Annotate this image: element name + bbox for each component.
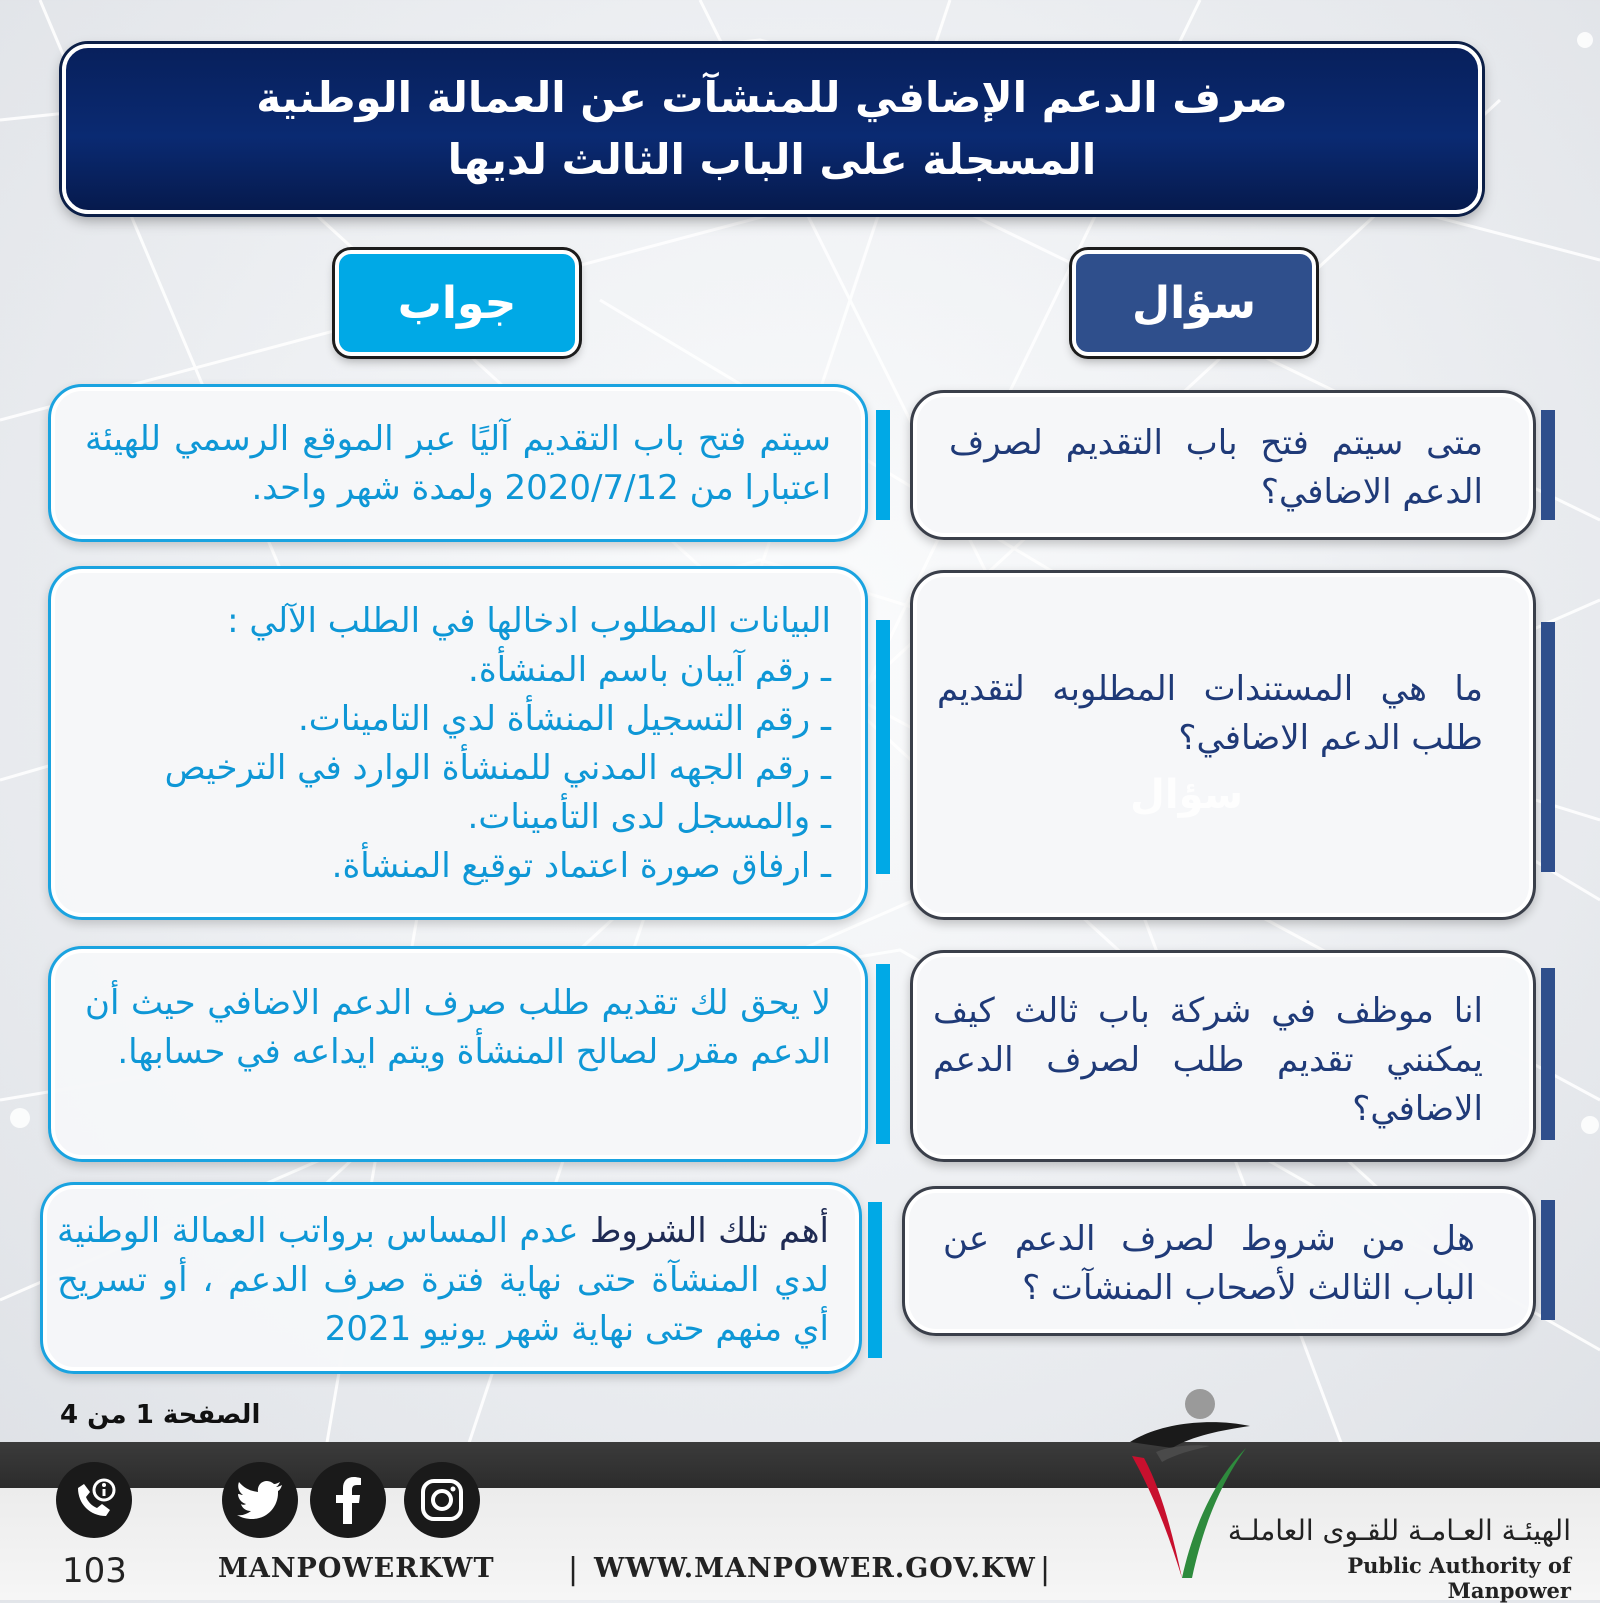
question-accent-bar-3: [1541, 968, 1555, 1140]
answer-4-body: عدم المساس برواتب العمالة الوطنية لدي المنشآة حتى نهاية فترة صرف الدعم ، أو تسريح أي منهم حتى نهاية شهر يونيو 2021: [57, 1211, 829, 1349]
organization-name-arabic: الهيئـة العـامـة للقـوى العاملـة: [1227, 1514, 1571, 1547]
answer-4-lead: أهم تلك الشروط: [589, 1211, 829, 1251]
answer-text-1: سيتم فتح باب التقديم آليًا عبر الموقع الرسمي للهيئة اعتبارا من 2020/7/12 ولمدة شهر واحد.: [85, 419, 831, 508]
manpower-logo-icon: [1122, 1382, 1272, 1582]
answer-2-intro: البيانات المطلوب ادخالها في الطلب الآلي :: [227, 601, 831, 641]
website-link[interactable]: WWW.MANPOWER.GOV.KW: [594, 1553, 1036, 1584]
social-handle[interactable]: MANPOWERKWT: [218, 1553, 495, 1584]
answer-2-item-1: ـ رقم آيبان باسم المنشأة.: [468, 650, 831, 690]
question-accent-bar-4: [1541, 1200, 1555, 1320]
instagram-icon[interactable]: [404, 1462, 480, 1538]
answer-text-3: لا يحق لك تقديم طلب صرف الدعم الاضافي حيث أن الدعم مقرر لصالح المنشأة ويتم ايداعه في حسابها.: [85, 983, 831, 1072]
footer-separator-right: |: [1040, 1552, 1051, 1587]
answer-2-item-5: ـ ارفاق صورة اعتماد توقيع المنشأة.: [331, 846, 831, 886]
question-card-1: [910, 390, 1536, 540]
answer-accent-bar-4: [868, 1202, 882, 1358]
facebook-icon[interactable]: [310, 1462, 386, 1538]
footer-separator-left: |: [568, 1552, 579, 1587]
question-card-3: [910, 950, 1536, 1162]
question-card-2: [910, 570, 1536, 920]
answer-2-item-3: ـ رقم الجهه المدني للمنشأة الوارد في الترخيص: [164, 748, 831, 788]
question-text-4: هل من شروط لصرف الدعم عن الباب الثالث لأصحاب المنشآت ؟: [943, 1219, 1475, 1308]
page-title-line-1: صرف الدعم الإضافي للمنشآت عن العمالة الوطنية: [256, 73, 1288, 122]
answer-card-1: [48, 384, 868, 542]
page-title-banner: [62, 44, 1482, 214]
answer-card-3: [48, 946, 868, 1162]
organization-name-english: Public Authority of Manpower: [1347, 1553, 1571, 1603]
answer-column-header: جواب: [335, 250, 579, 356]
answer-text-4: [57, 1207, 829, 1354]
question-text-1: متى سيتم فتح باب التقديم لصرف الدعم الاضافي؟: [949, 423, 1483, 512]
question-accent-bar-2: [1541, 622, 1555, 872]
answer-2-item-4: ـ والمسجل لدى التأمينات.: [467, 797, 831, 837]
twitter-icon[interactable]: [222, 1462, 298, 1538]
question-text-2: ما هي المستندات المطلوبه لتقديم طلب الدعم الاضافي؟: [937, 669, 1483, 758]
answer-card-2: [48, 566, 868, 920]
answer-accent-bar-2: [876, 620, 890, 874]
question-card-4: [902, 1186, 1536, 1336]
question-text-3: انا موظف في شركة باب ثالث كيف يمكنني تقديم طلب لصرف الدعم الاضافي؟: [933, 991, 1483, 1129]
question-column-header: سؤال: [1072, 250, 1316, 356]
answer-card-4: [40, 1182, 862, 1374]
answer-accent-bar-3: [876, 964, 890, 1144]
page-title-line-2: المسجلة على الباب الثالث لديها: [447, 135, 1097, 184]
question-accent-bar-1: [1541, 410, 1555, 520]
hotline-number: 103: [62, 1551, 127, 1591]
info-phone-icon[interactable]: [56, 1462, 132, 1538]
answer-text-2: [85, 597, 831, 891]
answer-accent-bar-1: [876, 410, 890, 520]
answer-2-item-2: ـ رقم التسجيل المنشأة لدي التامينات.: [297, 699, 831, 739]
page-indicator: الصفحة 1 من 4: [60, 1400, 261, 1430]
question-ghost-label: سؤال: [1130, 772, 1243, 818]
